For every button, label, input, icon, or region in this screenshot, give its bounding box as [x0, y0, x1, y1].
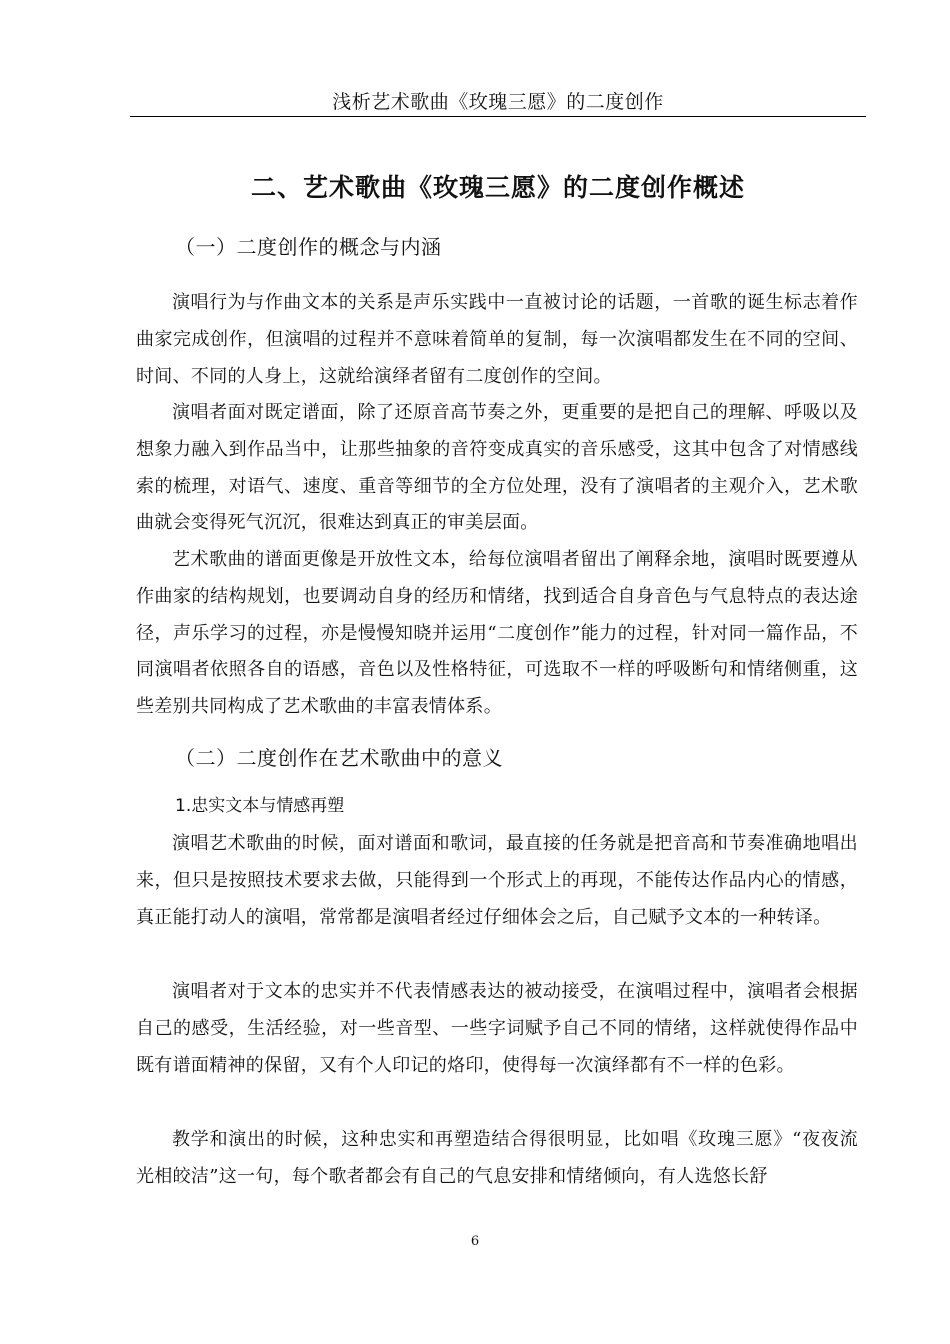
chapter-title: 二、艺术歌曲《玫瑰三愿》的二度创作概述 — [250, 173, 745, 202]
paragraph-1: 演唱行为与作曲文本的关系是声乐实践中一直被讨论的话题，一首歌的诞生标志着作曲家完成创作，但演唱的过程并不意味着简单的复制，每一次演唱都发生在不同的空间、时间、不同的人身上，这就给演绎者留有二度创作的空间。 — [136, 292, 858, 387]
subsection-heading: 1.忠实文本与情感再塑 — [175, 796, 345, 816]
running-header-title: 浅析艺术歌曲《玫瑰三愿》的二度创作 — [332, 91, 664, 113]
paragraph-4: 演唱艺术歌曲的时候，面对谱面和歌词，最直接的任务就是把音高和节奏准确地唱出来，但只是按照技术要求去做，只能得到一个形式上的再现，不能传达作品内心的情感，真正能打动人的演唱，常常都是演唱者经过仔细体会之后，自己赋予文本的一种转译。 — [136, 833, 858, 928]
paragraph-6: 教学和演出的时候，这种忠实和再塑造结合得很明显，比如唱《玫瑰三愿》“夜夜流光相皎洁”这一句，每个歌者都会有自己的气息安排和情绪倾向，有人选悠长舒 — [136, 1129, 858, 1187]
paragraph-2: 演唱者面对既定谱面，除了还原音高节奏之外，更重要的是把自己的理解、呼吸以及想象力融入到作品当中，让那些抽象的音符变成真实的音乐感受，这其中包含了对情感线索的梳理，对语气、速度、重音等细节的全方位处理，没有了演唱者的主观介入，艺术歌曲就会变得死气沉沉，很难达到真正的审美层面。 — [136, 402, 858, 534]
section-heading-1: （一）二度创作的概念与内涵 — [175, 235, 442, 259]
paragraph-5: 演唱者对于文本的忠实并不代表情感表达的被动接受，在演唱过程中，演唱者会根据自己的感受，生活经验，对一些音型、一些字词赋予自己不同的情绪，这样就使得作品中既有谱面精神的保留，又有个人印记的烙印，使得每一次演绎都有不一样的色彩。 — [136, 981, 858, 1076]
running-header — [130, 88, 866, 117]
section-heading-2: （二）二度创作在艺术歌曲中的意义 — [175, 746, 503, 770]
page-number: 6 — [470, 1234, 480, 1249]
paragraph-3: 艺术歌曲的谱面更像是开放性文本，给每位演唱者留出了阐释余地，演唱时既要遵从作曲家的结构规划，也要调动自身的经历和情绪，找到适合自身音色与气息特点的表达途径，声乐学习的过程，亦是慢慢知晓并运用“二度创作”能力的过程，针对同一篇作品，不同演唱者依照各自的语感，音色以及性格特征，可选取不一样的呼吸断句和情绪侧重，这些差别共同构成了艺术歌曲的丰富表情体系。 — [136, 549, 858, 718]
